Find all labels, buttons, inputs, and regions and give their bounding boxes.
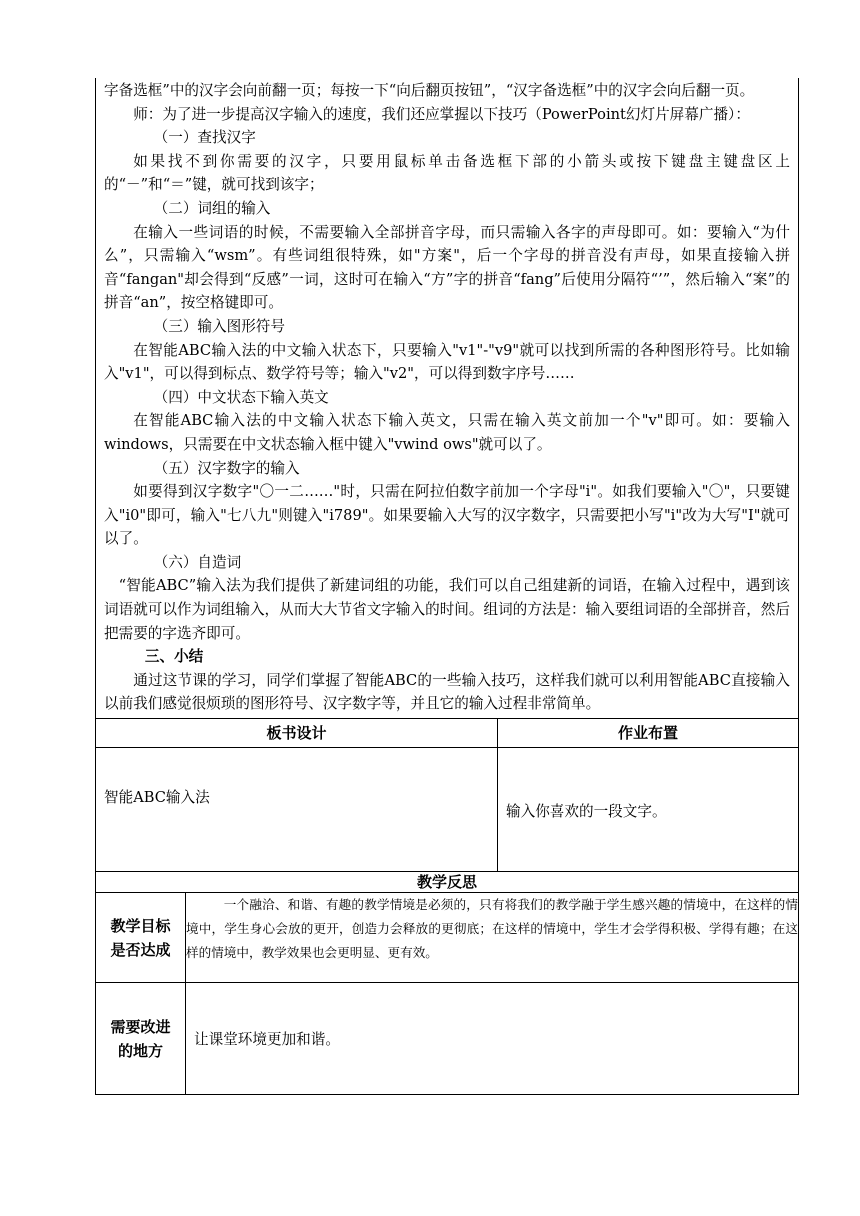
- paragraph: 师：为了进一步提高汉字输入的速度，我们还应掌握以下技巧（PowerPoint幻灯片屏幕广播）：: [133, 105, 750, 123]
- goal-text: 一个融洽、和谐、有趣的教学情境是必须的，只有将我们的教学融于学生感兴趣的情境中，在这样的情境中，学生身心会放的更开，创造力会释放的更彻底；在这样的情境中，学生才会学得积极、学得有趣；在这样的情境中，教学效果也会更明显、更有效。: [186, 897, 798, 961]
- improve-label-cell: [96, 983, 186, 1095]
- board-design-header: 板书设计: [96, 719, 498, 748]
- paragraph: 字备选框”中的汉字会向前翻一页；每按一下“向后翻页按钮”，“汉字备选框”中的汉字会向后翻一页。: [104, 82, 755, 99]
- section-heading: （一）查找汉字: [153, 129, 256, 147]
- paragraph: “智能ABC”输入法为我们提供了新建词组的功能，我们可以自己组建新的词语，在输入过程中，遇到该词语就可以作为词组输入，从而大大节省文字输入的时间。组词的方法是：输入要组词语的全部拼音，然后把需要的字选齐即可。: [104, 577, 790, 642]
- improve-text: 让课堂环境更加和谐。: [186, 983, 799, 1095]
- paragraph: 在智能ABC输入法的中文输入状态下，只要输入"v1"-"v9"就可以找到所需的各种图形符号。比如输入"v1"，可以得到标点、数学符号等；输入"v2"，可以得到数字序号……: [104, 341, 790, 383]
- lesson-plan-table: [95, 78, 799, 1095]
- goal-label: 教学目标是否达成: [110, 916, 171, 959]
- goal-label-cell: [96, 893, 186, 983]
- homework-header: 作业布置: [498, 719, 799, 748]
- section-heading: （六）自造词: [153, 553, 242, 571]
- section-heading: （二）词组的输入: [153, 199, 271, 217]
- paragraph: 在输入一些词语的时候，不需要输入全部拼音字母，而只需输入各字的声母即可。如：要输入“为什么”，只需输入“wsm”。有些词组很特殊，如"方案"，后一个字母的拼音没有声母，如果直接输入拼音“fangan"却会得到“反感”一词，这时可在输入“方”字的拼音“fang”后使用分隔符“’”，然后输入“案”的拼音“an”，按空格键即可。: [104, 223, 790, 312]
- section-heading: （四）中文状态下输入英文: [153, 388, 329, 406]
- goal-text-cell: [186, 893, 799, 983]
- paragraph: 在智能ABC输入法的中文输入状态下输入英文，只需在输入英文前加一个"v"即可。如：要输入windows，只需要在中文状态输入框中键入"vwind ows"就可以了。: [104, 412, 790, 453]
- improve-label: 需要改进的地方: [110, 1017, 171, 1060]
- homework-content: 输入你喜欢的一段文字。: [498, 748, 799, 872]
- paragraph: 如果找不到你需要的汉字，只要用鼠标单击备选框下部的小箭头或按下键盘主键盘区上的“－”和“＝”键，就可找到该字；: [104, 152, 790, 194]
- paragraph: 如要得到汉字数字"〇一二……"时，只需在阿拉伯数字前加一个字母"i"。如我们要输入"〇"，只要键入"i0"即可，输入"七八九"则键入"i789"。如果要输入大写的汉字数字，只需要把小写"i"改为大写"I"就可以了。: [104, 483, 790, 548]
- paragraph: 通过这节课的学习，同学们掌握了智能ABC的一些输入技巧，这样我们就可以利用智能ABC直接输入以前我们感觉很烦琐的图形符号、汉字数字等，并且它的输入过程非常简单。: [104, 671, 790, 713]
- board-design-content: 智能ABC输入法: [96, 748, 498, 872]
- section-heading: （三）输入图形符号: [153, 317, 285, 335]
- section-heading: （五）汉字数字的输入: [153, 459, 300, 477]
- lesson-content-cell: [96, 78, 799, 719]
- lesson-content: [96, 78, 798, 718]
- summary-heading: 三、小结: [144, 648, 204, 666]
- reflection-header: 教学反思: [96, 872, 799, 893]
- lesson-plan-page: [95, 78, 798, 1095]
